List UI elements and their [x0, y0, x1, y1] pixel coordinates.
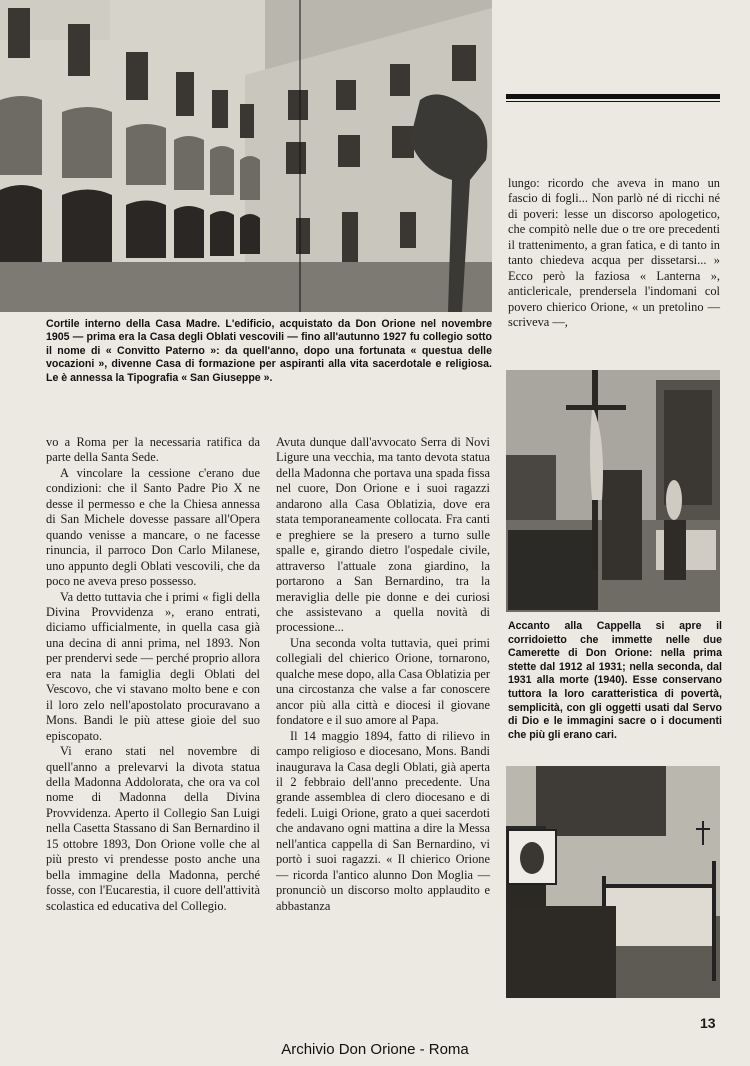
courtyard-photo-icon [0, 0, 492, 312]
right-column-paragraph: lungo: ricordo che aveva in mano un fascio di fogli... Non parlò né di ricchi né di poveri: lesse un discorso apologetico, che compitò nelle due o tre ore precedenti il trattenimento, a gran fatica, e di tanto in tanto chiedeva acqua per dissetarsi... » Ecco però la faziosa « Lanterna », anticlericale, prendersela l'indomani col povero chierico Orione, « un pretolino — scriveva —, [508, 176, 720, 330]
left-paragraph-1: vo a Roma per la necessaria ratifica da parte della Santa Sede. [46, 435, 260, 465]
chapel-caption: Accanto alla Cappella si apre il corridoietto che immette nelle due Camerette di Don Orione: nella prima stette dal 1912 al 1931; nella seconda, dal 1931 alla morte (1940). Esse conservano tuttora la loro caratteristica di povertà, semplicità, con gli oggetti usati dal Servo di Dio e le immagini sacre o i documenti che più gli erano cari. [508, 620, 722, 741]
header-rule [506, 94, 720, 99]
left-paragraph-3: Va detto tuttavia che i primi « figli della Divina Provvidenza », erano entrati, diciamo ufficialmente, in quella casa già una decina di anni prima, nel 1893. Non per prendervi sede — perché proprio allora era nata la famiglia degli Oblati del Vescovo, che vi stavano molto bene e con il loro zelo nell'apostolato procuravano a Mons. Bandi le più attese gioie del suo episcopato. [46, 589, 260, 743]
left-paragraph-2: A vincolare la cessione c'erano due condizioni: che il Santo Padre Pio X ne desse il permesso e che la Chiesa annessa di San Michele dovesse passare all'Opera quando venisse a mancare, o ne facesse rinuncia, il parroco Don Carlo Milanese, uno appunto degli Oblati vescovili, che da poco ne aveva preso possesso. [46, 465, 260, 589]
courtyard-photo [0, 0, 492, 312]
bedroom-photo [506, 766, 720, 998]
middle-paragraph-3: Il 14 maggio 1894, fatto di rilievo in campo religioso e diocesano, Mons. Bandi inaugurava la Casa degli Oblati, già aperta il 2 febbraio dell'anno precedente. Una grande assemblea di clero diocesano e di fedeli. Luigi Orione, grato a quei sacerdoti che andavano ogni mattina a dire la Messa nell'antica cappella di San Bernardino, vi portò i suoi ragazzi. « Il chierico Orione — ricorda l'antico alunno Don Moglia — pronunciò un discorso molto applaudito e abbastanza [276, 728, 490, 913]
left-column [46, 435, 260, 914]
chapel-photo-icon [506, 370, 720, 612]
header-rule-thin [506, 101, 720, 102]
archive-footer: Archivio Don Orione - Roma [281, 1041, 469, 1058]
chapel-photo [506, 370, 720, 612]
bedroom-photo-icon [506, 766, 720, 998]
left-paragraph-4: Vi erano stati nel novembre di quell'anno a prelevarvi la divota statua della Madonna Addolorata, che ora va col nome di Madonna della Divina Provvidenza. Aperto il Collegio San Luigi nella Casetta Stassano di San Bernardino il 15 ottobre 1893, Don Orione volle che al più presto vi prendesse posto anche una bella immagine della Madonna, perché fosse, con l'Eucarestia, il cuore dell'attività scolastica ed educativa del Collegio. [46, 744, 260, 913]
courtyard-caption: Cortile interno della Casa Madre. L'edificio, acquistato da Don Orione nel novembre 1905 — prima era la Casa degli Oblati vescovili — fino all'autunno 1927 fu collegio sotto il nome di « Convitto Paterno »: da quell'anno, dopo una fortunata « questua delle vocazioni », divenne Casa di formazione per aspiranti alla vita sacerdotale e religiosa. Le è annessa la Tipografia « San Giuseppe ». [46, 318, 492, 384]
middle-paragraph-1: Avuta dunque dall'avvocato Serra di Novi Ligure una vecchia, ma tanto devota statua della Madonna che portava una spada fissa nel cuore, Don Orione e i suoi ragazzi andarono alla Casa Oblatizia, dove era stata temporaneamente collocata. Fra canti e preghiere se la presero a turno sulle spalle e, girando dietro l'ospedale civile, attraverso l'attuale zona giardino, la portarono a San Bernardino, tra la meraviglia delle pie donne e dei curiosi che assistevano a quella novità di processione... [276, 435, 490, 635]
right-column-text [508, 176, 720, 331]
page-number: 13 [700, 1015, 716, 1031]
middle-column [276, 435, 490, 914]
middle-paragraph-2: Una seconda volta tuttavia, quei primi collegiali del chierico Orione, tornarono, qualche mese dopo, alla Casa Oblatizia per una circostanza che valse a far conoscere ancor più alla città e diocesi il giovane fondatore e il suo amore al Papa. [276, 635, 490, 728]
